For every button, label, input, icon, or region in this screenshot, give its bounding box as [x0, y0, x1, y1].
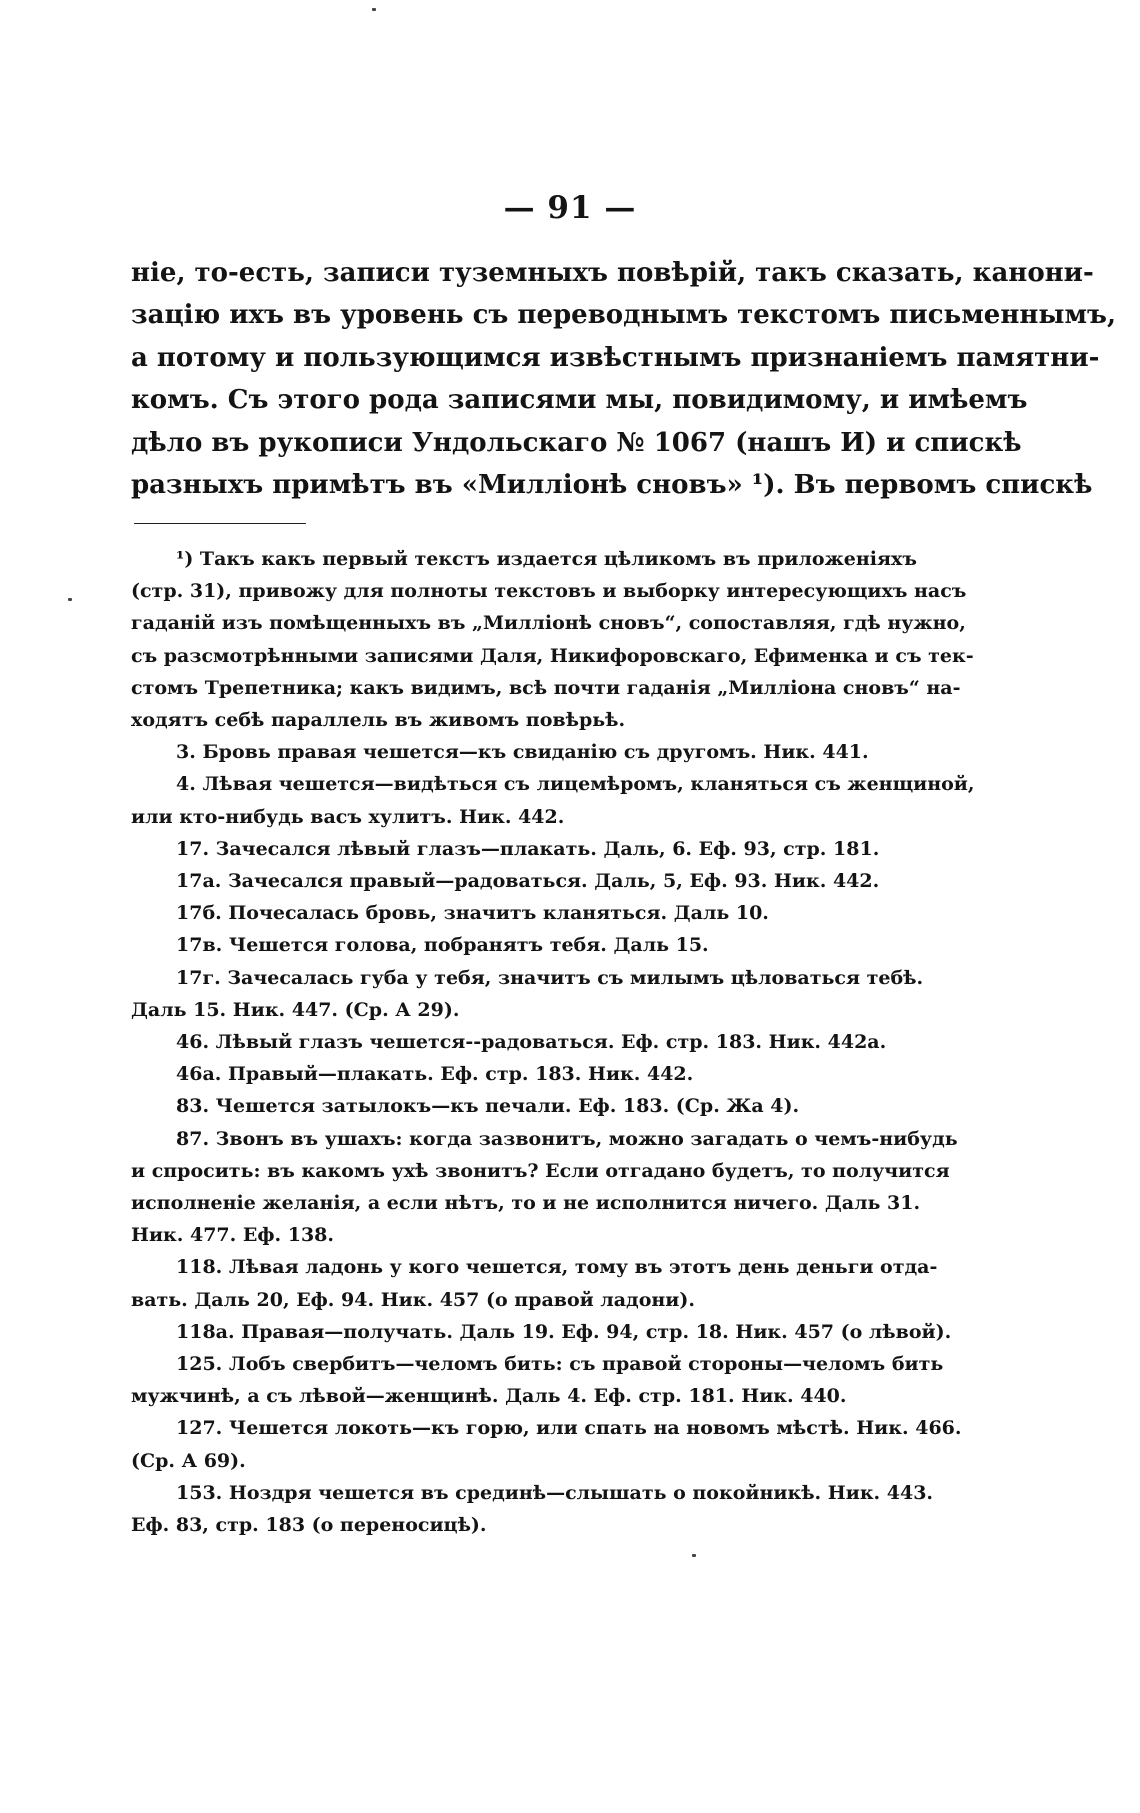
text-line: комъ. Съ этого рода записями мы, повидимому, и имѣемъ [131, 385, 1028, 416]
scan-speck [372, 8, 376, 11]
footnote-line: съ разсмотрѣнными записями Даля, Никифоровскаго, Ефименка и съ тек- [131, 644, 974, 667]
footnote-line: 17а. Зачесался правый—радоваться. Даль, 5, Еф. 93. Ник. 442. [176, 870, 880, 893]
footnote-line: или кто-нибудь васъ хулитъ. Ник. 442. [131, 805, 565, 828]
footnote-line: Ник. 477. Еф. 138. [131, 1224, 335, 1247]
footnote-line: ¹) Такъ какъ первый текстъ издается цѣликомъ въ приложеніяхъ [176, 548, 917, 570]
footnote-line: 125. Лобъ свербитъ—челомъ бить: съ правой стороны—челомъ бить [176, 1353, 944, 1376]
footnote-line: 46а. Правый—плакать. Еф. стр. 183. Ник. 442. [176, 1063, 694, 1086]
text-line: разныхъ примѣтъ въ «Милліонѣ сновъ» ¹). Въ первомъ спискѣ [131, 470, 1093, 501]
footnote-line: исполненіе желанія, а если нѣтъ, то и не исполнится ничего. Даль 31. [131, 1192, 921, 1215]
text-line: дѣло въ рукописи Ундольскаго № 1067 (нашъ И) и спискѣ [131, 427, 1022, 458]
footnote-line: мужчинѣ, а съ лѣвой—женщинѣ. Даль 4. Еф. стр. 181. Ник. 440. [131, 1385, 847, 1408]
footnote-line: 127. Чешется локоть—къ горю, или спать на новомъ мѣстѣ. Ник. 466. [176, 1417, 962, 1440]
text-line: а потому и пользующимся извѣстнымъ признаніемъ памятни- [131, 342, 1100, 373]
footnote-separator [134, 523, 306, 524]
footnote-line: 118а. Правая—получать. Даль 19. Еф. 94, стр. 18. Ник. 457 (о лѣвой). [176, 1320, 952, 1343]
scan-speck [692, 1554, 696, 1557]
footnote-line: гаданій изъ помѣщенныхъ въ „Милліонѣ сновъ“, сопоставляя, гдѣ нужно, [131, 612, 966, 635]
main-text [131, 252, 1117, 506]
footnote-line: 3. Бровь правая чешется—къ свиданію съ другомъ. Ник. 441. [176, 741, 869, 764]
text-line: ніе, то-есть, записи туземныхъ повѣрій, такъ сказать, канони- [131, 258, 1094, 288]
footnote-line: 83. Чешется затылокъ—къ печали. Еф. 183. (Ср. Жа 4). [176, 1095, 800, 1118]
footnote-line: (стр. 31), привожу для полноты текстовъ и выборку интересующихъ насъ [131, 580, 967, 603]
footnote-line: 118. Лѣвая ладонь у кого чешется, тому въ этотъ день деньги отда- [176, 1256, 938, 1279]
footnote-line: 46. Лѣвый глазъ чешется--радоваться. Еф. стр. 183. Ник. 442а. [176, 1031, 887, 1054]
footnote-line: вать. Даль 20, Еф. 94. Ник. 457 (о правой ладони). [131, 1288, 695, 1311]
footnote-line: 17б. Почесалась бровь, значитъ кланяться. Даль 10. [176, 902, 769, 925]
text-line: зацію ихъ въ уровень съ переводнымъ текстомъ письменнымъ, [131, 300, 1117, 331]
footnote-line: (Ср. А 69). [131, 1449, 246, 1472]
footnotes [131, 543, 975, 1541]
page-number: — 91 — [503, 190, 637, 226]
footnote-line: Даль 15. Ник. 447. (Ср. А 29). [131, 998, 460, 1021]
footnote-line: 87. Звонъ въ ушахъ: когда зазвонитъ, можно загадать о чемъ-нибудь [176, 1127, 958, 1150]
footnote-line: 17г. Зачесалась губа у тебя, значитъ съ милымъ цѣловаться тебѣ. [176, 966, 924, 989]
footnote-line: 17в. Чешется голова, побранятъ тебя. Даль 15. [176, 934, 709, 957]
scan-speck [68, 598, 72, 601]
footnote-line: Еф. 83, стр. 183 (о переносицѣ). [131, 1514, 487, 1537]
footnote-line: 153. Ноздря чешется въ срединѣ—слышать о покойникѣ. Ник. 443. [176, 1481, 934, 1504]
footnote-line: 17. Зачесался лѣвый глазъ—плакать. Даль, 6. Еф. 93, стр. 181. [176, 837, 880, 860]
footnote-line: стомъ Трепетника; какъ видимъ, всѣ почти гаданія „Милліона сновъ“ на- [131, 676, 961, 699]
footnote-line: ходятъ себѣ параллель въ живомъ повѣрьѣ. [131, 709, 626, 732]
footnote-line: 4. Лѣвая чешется—видѣться съ лицемѣромъ, кланяться съ женщиной, [176, 773, 975, 796]
footnote-line: и спросить: въ какомъ ухѣ звонитъ? Если отгадано будетъ, то получится [131, 1159, 950, 1182]
